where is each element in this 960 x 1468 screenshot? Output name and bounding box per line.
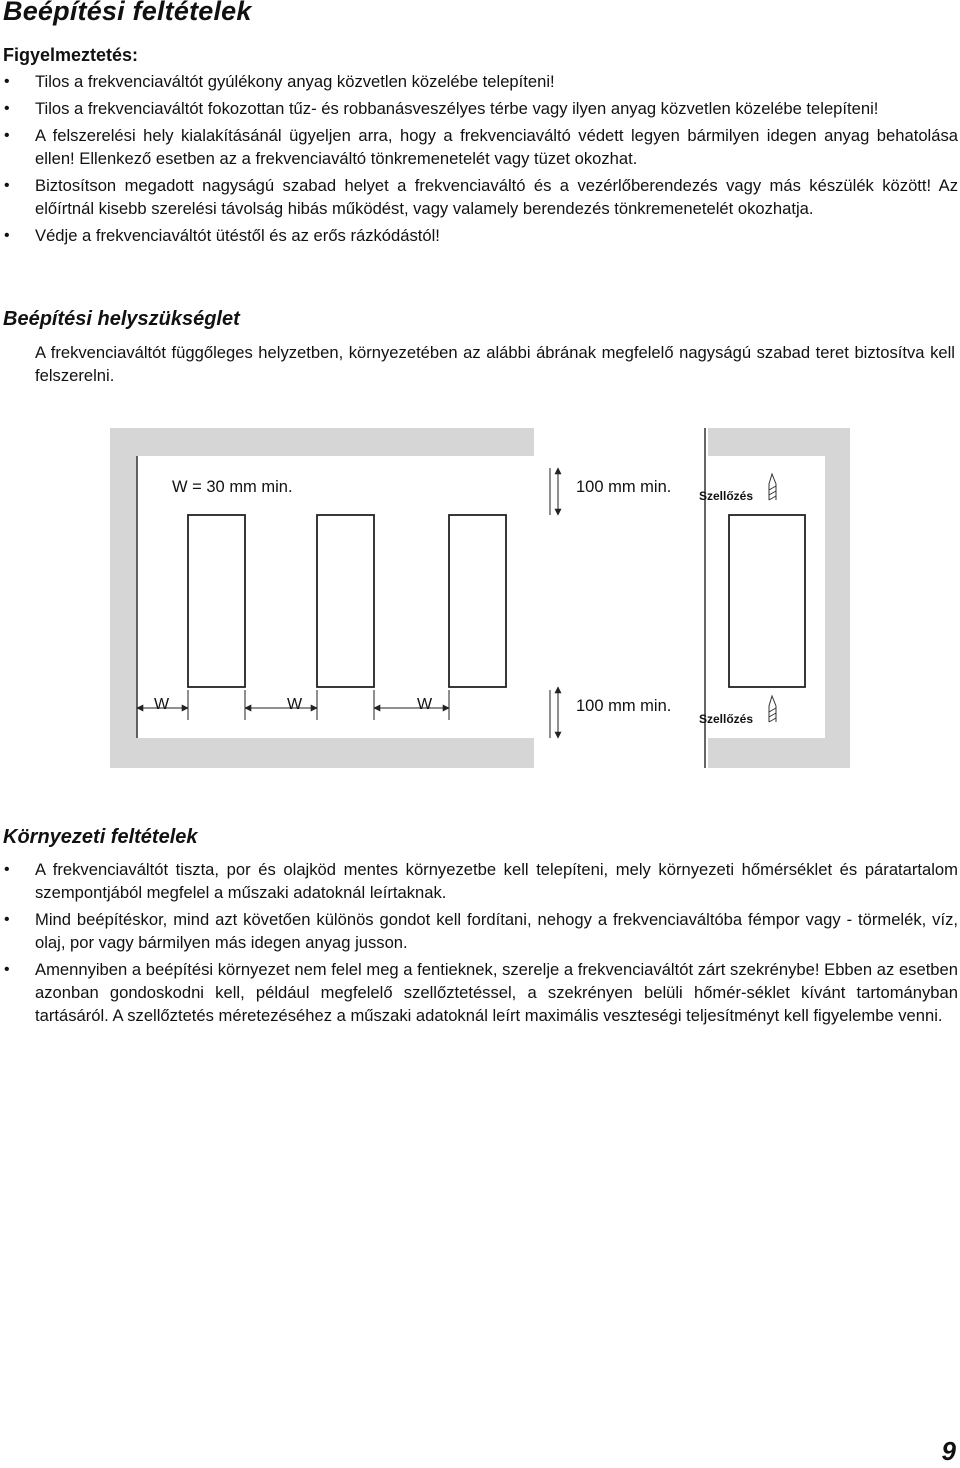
list-item: • Mind beépítéskor, mind azt követően különös gondot kell fordítani, nehogy a frekvenciaváltóba fémpor vagy - törmelék, víz, olaj, por vagy bármilyen más idegen anyag jusson. [0, 908, 958, 954]
list-item: • A frekvenciaváltót tiszta, por és olajköd mentes környezetbe kell telepíteni, mely környezeti hőmérséklet és páratartalom szempontjából megfelel a műszaki adatoknál leírtaknak. [0, 858, 958, 904]
space-heading: Beépítési helyszükséglet [3, 308, 240, 330]
warning-heading: Figyelmeztetés: [3, 45, 139, 65]
top-clearance-label: 100 mm min. [576, 478, 672, 496]
list-item: • Védje a frekvenciaváltót ütéstől és az erős rázkódástól! [0, 224, 958, 247]
gap-label-1: W [154, 696, 170, 713]
gap-label-3: W [417, 696, 433, 713]
environment-heading: Környezeti feltételek [3, 826, 198, 848]
clearance-diagram [110, 428, 850, 768]
list-item: • Amennyiben a beépítési környezet nem felel meg a fentieknek, szerelje a frekvenciaváltót zárt szekrénybe! Ebben az esetben azonban gondoskodni kell, például megfelelő szellőztetéssel, a szekrényen belüli hőmér-séklet kívánt tartományban tartásáról. A szellőztetés méretezéséhez a műszaki adatoknál leírt maximális veszteségi teljesítményt kell figyelembe venni. [0, 958, 958, 1027]
drive-side-view [729, 515, 805, 687]
gap-label-2: W [287, 696, 303, 713]
warning-list [0, 70, 958, 251]
w-label: W = 30 mm min. [172, 478, 293, 496]
vent-label-top: Szellőzés [699, 489, 754, 503]
list-item: • Tilos a frekvenciaváltót gyúlékony anyag közvetlen közelébe telepíteni! [0, 70, 958, 93]
drive-unit-1 [188, 515, 245, 687]
list-item: • Biztosítson megadott nagyságú szabad helyet a frekvenciaváltó és a vezérlőberendezés vagy más készülék között! Az előírtnál kisebb szerelési távolság hibás működést, vagy valamely berendezés tönkremenetelét okozhatja. [0, 174, 958, 220]
drive-unit-3 [449, 515, 506, 687]
page-title: Beépítési feltételek [3, 0, 252, 26]
drive-unit-2 [317, 515, 374, 687]
space-paragraph: A frekvenciaváltót függőleges helyzetben, környezetében az alábbi ábrának megfelelő nagyságú szabad teret biztosítva kell felszerelni. [35, 343, 955, 385]
list-item: • Tilos a frekvenciaváltót fokozottan tűz- és robbanásveszélyes térbe vagy ilyen anyag közvetlen közelébe telepíteni! [0, 97, 958, 120]
list-item: • A felszerelési hely kialakításánál ügyeljen arra, hogy a frekvenciaváltó védett legyen bármilyen idegen anyag behatolása ellen! Ellenkező esetben az a frekvenciaváltó tönkremenetelét vagy tüzet okozhat. [0, 124, 958, 170]
page-number: 9 [941, 1436, 956, 1466]
environment-list [0, 858, 958, 1031]
vent-label-bottom: Szellőzés [699, 712, 754, 726]
bottom-clearance-label: 100 mm min. [576, 697, 672, 715]
